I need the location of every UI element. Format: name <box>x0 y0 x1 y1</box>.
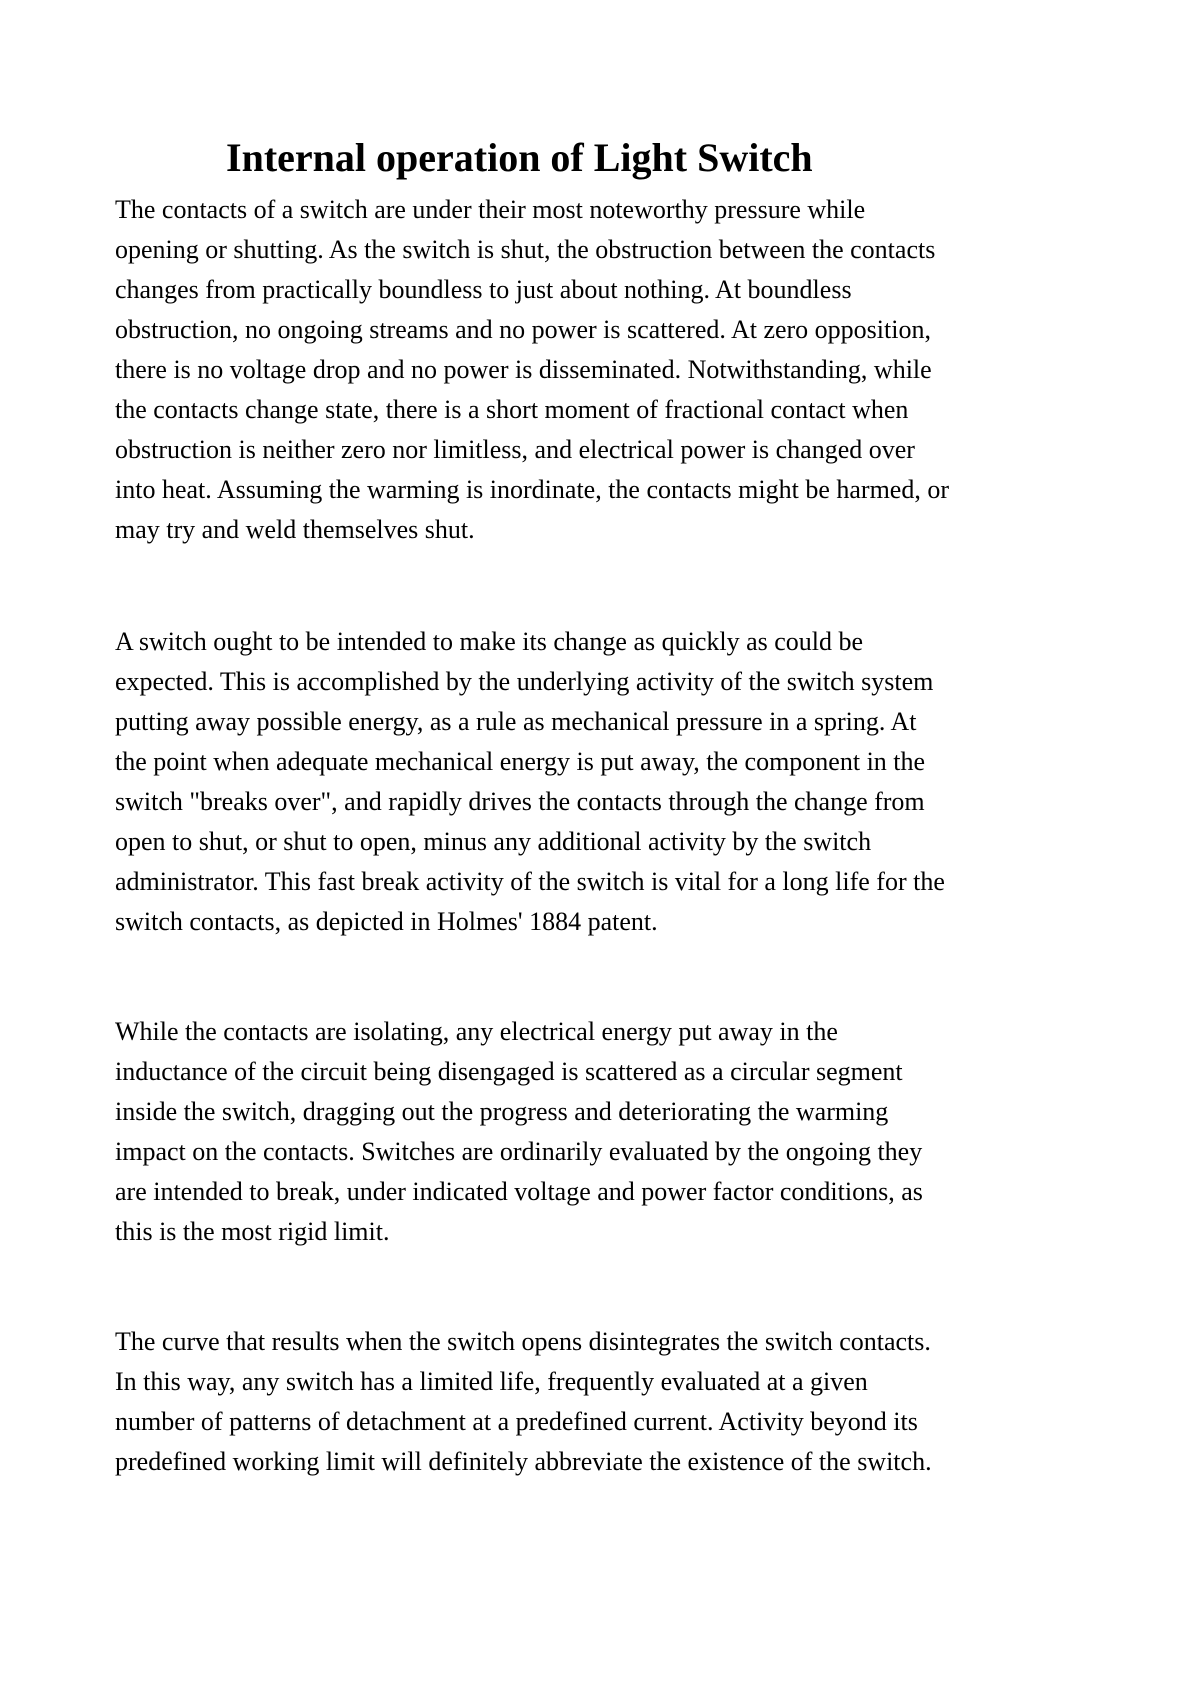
paragraph-1-line-1: The contacts of a switch are under their most noteworthy pressure while <box>115 195 866 224</box>
paragraph-3-line-2: inductance of the circuit being disengaged is scattered as a circular segment <box>115 1057 903 1086</box>
paragraph-2-line-1: A switch ought to be intended to make its change as quickly as could be <box>115 627 864 656</box>
paragraph-4-line-2: In this way, any switch has a limited life, frequently evaluated at a given <box>115 1367 868 1396</box>
paragraph-4-line-3: number of patterns of detachment at a predefined current. Activity beyond its <box>115 1407 918 1436</box>
paragraph-1-line-7: obstruction is neither zero nor limitless, and electrical power is changed over <box>115 435 915 464</box>
paragraph-1-line-5: there is no voltage drop and no power is disseminated. Notwithstanding, while <box>115 355 932 384</box>
paragraph-1-line-6: the contacts change state, there is a short moment of fractional contact when <box>115 395 909 424</box>
paragraph-2-line-8: switch contacts, as depicted in Holmes' 1884 patent. <box>115 907 658 936</box>
paragraph-3-line-5: are intended to break, under indicated voltage and power factor conditions, as <box>115 1177 923 1206</box>
paragraph-4-line-1: The curve that results when the switch opens disintegrates the switch contacts. <box>115 1327 931 1356</box>
paragraph-1-line-9: may try and weld themselves shut. <box>115 515 475 544</box>
paragraph-2-line-6: open to shut, or shut to open, minus any additional activity by the switch <box>115 827 872 856</box>
paragraph-2-line-4: the point when adequate mechanical energy is put away, the component in the <box>115 747 926 776</box>
paragraph-2-line-3: putting away possible energy, as a rule as mechanical pressure in a spring. At <box>115 707 917 736</box>
paragraph-2-line-5: switch "breaks over", and rapidly drives the contacts through the change from <box>115 787 925 816</box>
paragraph-2-line-2: expected. This is accomplished by the underlying activity of the switch system <box>115 667 934 696</box>
paragraph-2-line-7: administrator. This fast break activity of the switch is vital for a long life for the <box>115 867 945 896</box>
paragraph-3-line-4: impact on the contacts. Switches are ordinarily evaluated by the ongoing they <box>115 1137 923 1166</box>
paragraph-4-line-4: predefined working limit will definitely abbreviate the existence of the switch. <box>115 1447 932 1476</box>
paragraph-1-line-8: into heat. Assuming the warming is inordinate, the contacts might be harmed, or <box>115 475 949 504</box>
page-title: Internal operation of Light Switch <box>226 135 813 180</box>
paragraph-3-line-3: inside the switch, dragging out the progress and deteriorating the warming <box>115 1097 889 1126</box>
paragraph-1-line-2: opening or shutting. As the switch is shut, the obstruction between the contacts <box>115 235 936 264</box>
paragraph-1-line-3: changes from practically boundless to just about nothing. At boundless <box>115 275 852 304</box>
paragraph-1-line-4: obstruction, no ongoing streams and no power is scattered. At zero opposition, <box>115 315 931 344</box>
paragraph-3-line-6: this is the most rigid limit. <box>115 1217 390 1246</box>
paragraph-3-line-1: While the contacts are isolating, any electrical energy put away in the <box>115 1017 838 1046</box>
